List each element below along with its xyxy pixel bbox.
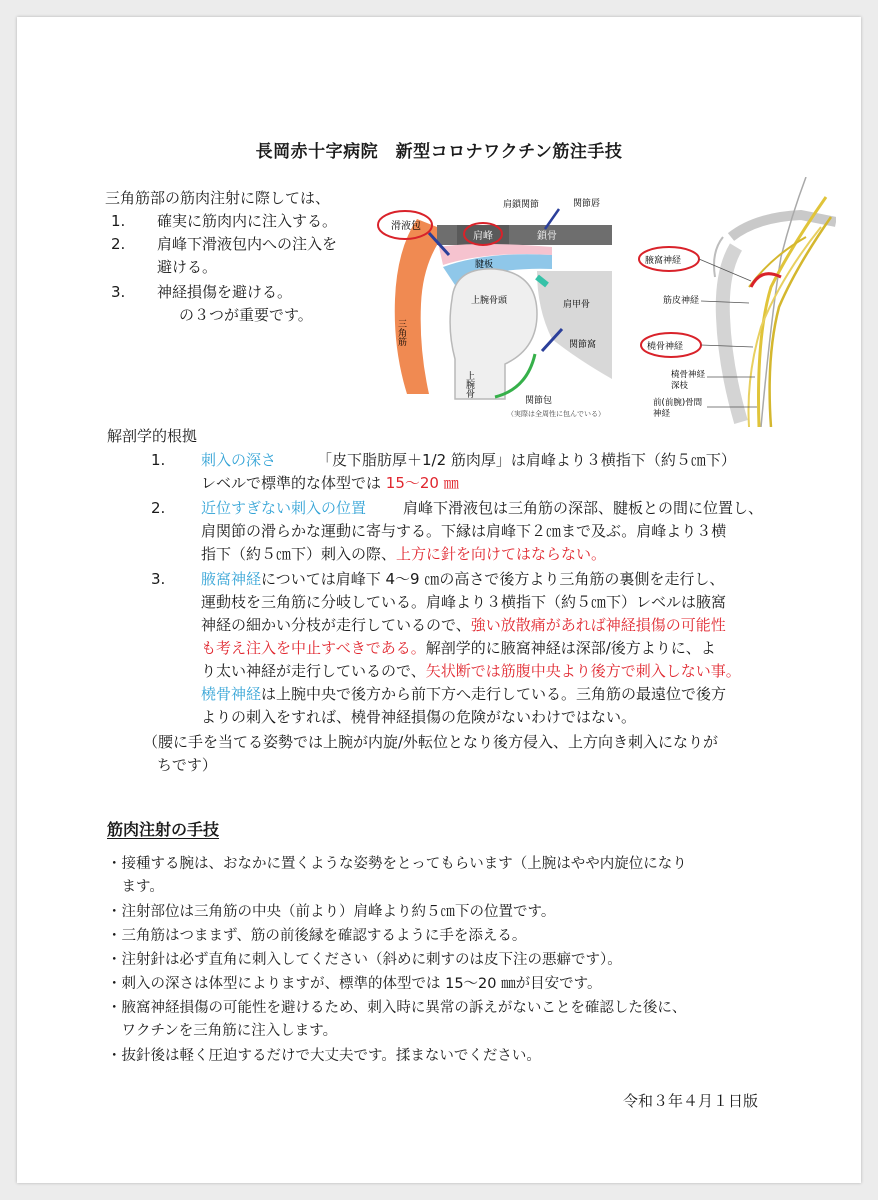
label-musculocutaneous: 筋皮神経 [663,296,700,306]
label-labrum: 関節唇 [573,199,601,209]
nerve-second [770,217,831,427]
anatomy-item-2-key: 近位すぎない刺入の位置 [201,499,367,517]
label-acromion: 肩峰 [473,231,493,242]
page-title: 長岡赤十字病院 新型コロナワクチン筋注手技 [255,142,623,162]
intro-item-2-text-cont: 避ける。 [157,258,218,276]
intro-lead: 三角筋部の筋肉注射に際しては、 [105,189,331,207]
intro-item-2-text: 肩峰下滑液包内への注入を [157,235,338,253]
anatomy-item-3-line5 [201,660,741,683]
item3-line6-text: は上腕中央で後方から前下方へ走行している。三角筋の最遠位で後方 [261,685,727,703]
anatomy-item-1-line2 [201,472,459,495]
label-scapula: 肩甲骨 [563,300,591,310]
technique-bullet-6: ・腋窩神経損傷の可能性を避けるため、刺入時に異常の訴えがないことを確認した後に、 [107,1000,687,1016]
anatomy-item-1-line1: 「皮下脂肪厚＋1/2 筋肉厚」は肩峰より３横指下（約５㎝下） [317,451,736,469]
technique-heading: 筋肉注射の手技 [107,820,220,839]
anatomy-item-3-num: 3. [151,570,166,588]
label-radial-deep-2: 深枝 [671,381,689,391]
anatomy-item-2-num: 2. [151,499,166,517]
technique-bullet-1: ・接種する腕は、おなかに置くような姿勢をとってもらいます（上腕はやや内旋位になり [107,856,687,872]
technique-bullet-3: ・三角筋はつままず、筋の前後縁を確認するように手を添える。 [107,928,527,944]
scapula-shape [537,271,612,379]
technique-bullet-1-cont: ます。 [107,879,164,895]
item3-line4-text: 解剖学的に腋窩神経は深部/後方よりに、よ [425,639,716,657]
depth-text: レベルで標準的な体型では [201,474,386,492]
technique-bullet-7: ・抜針後は軽く圧迫するだけで大丈夫です。揉まないでください。 [107,1048,541,1064]
item2-text: 指下（約５㎝下）刺入の際、 [201,545,397,563]
label-radial-deep: 橈骨神経 [671,370,706,380]
anatomy-item-2-line1: 肩峰下滑液包は三角筋の深部、腱板との間に位置し、 [403,499,764,517]
anatomy-item-3-line4 [201,637,716,660]
nerve-figure [631,177,836,427]
document-page [17,17,861,1183]
radial-nerve-key: 橈骨神経 [201,685,262,703]
item3-line3-warning: 強い放散痛があれば神経損傷の可能性 [470,616,726,634]
label-interosseous-2: 神経 [653,409,671,419]
intro-item-3-text: 神経損傷を避ける。 [157,283,293,301]
technique-bullet-6-cont: ワクチンを三角筋に注入します。 [107,1023,338,1039]
intro-item-1-text: 確実に筋肉内に注入する。 [157,212,338,230]
figure-left-note: （実際は全周性に包んでいる） [507,410,605,418]
label-humeral-head: 上腕骨頭 [471,296,508,306]
anatomy-heading: 解剖学的根拠 [107,427,198,445]
anatomy-item-2-line2: 肩関節の滑らかな運動に寄与する。下縁は肩峰下２㎝まで及ぶ。肩峰より３横 [201,522,727,540]
item3-line5-text: り太い神経が走行しているので、 [201,662,426,680]
label-capsule: 関節包 [525,396,553,406]
anatomy-item-3-line3 [201,614,726,637]
anatomy-item-2-line3 [201,543,606,566]
shoulder-section-figure [377,189,617,409]
label-deltoid: 三角筋 [396,319,406,346]
anatomy-item-3-line7: よりの刺入をすれば、橈骨神経損傷の危険がないわけではない。 [201,708,637,726]
intro-item-3-num: 3. [111,283,126,301]
technique-bullet-4: ・注射針は必ず直角に刺入してください（斜めに刺すのは皮下注の悪癖です）。 [107,952,622,968]
item3-line3-text: 神経の細かい分枝が走行しているので、 [201,616,471,634]
label-clavicle: 鎖骨 [537,231,557,242]
anatomy-item-3-line6 [201,683,726,706]
intro-item-2-num: 2. [111,235,126,253]
label-radial: 橈骨神経 [647,342,684,352]
anatomy-item-3-line2: 運動枝を三角筋に分岐している。肩峰より３横指下（約５㎝下）レベルは腋窩 [201,593,727,611]
label-axillary: 腋窩神経 [645,256,682,266]
label-ac-joint: 肩鎖関節 [503,200,540,210]
label-bursa: 滑液包 [391,221,421,232]
item3-line4-warning: も考え注入を中止すべきである。 [201,639,426,657]
anatomy-item-3-key: 腋窩神経 [201,570,262,588]
label-tendon: 腱板 [475,260,494,270]
anatomy-note-line1: （腰に手を当てる姿勢では上腕が内旋/外転位となり後方侵入、上方向き刺入になりが [143,733,719,751]
item2-warning: 上方に針を向けてはならない。 [396,545,607,563]
anatomy-item-1-num: 1. [151,451,166,469]
technique-bullet-5: ・刺入の深さは体型によりますが、標準的体型では 15～20 ㎜が目安です。 [107,976,602,992]
footer-date: 令和３年４月１日版 [623,1092,759,1110]
label-humerus: 上腕骨 [464,371,474,398]
anatomy-note-line2: ちです） [157,756,217,774]
anatomy-item-3-line1 [201,568,724,591]
anatomy-item-1-key: 刺入の深さ [201,451,277,469]
technique-bullet-2: ・注射部位は三角筋の中央（前より）肩峰より約５㎝下の位置です。 [107,904,556,920]
label-glenoid: 関節窩 [569,340,597,350]
intro-item-1-num: 1. [111,212,126,230]
depth-value: 15～20 ㎜ [385,474,459,492]
item3-line5-warning: 矢状断では筋腹中央より後方で刺入しない事。 [425,662,741,680]
item3-line1-text: については肩峰下 4～9 ㎝の高さで後方より三角筋の裏側を走行し、 [261,570,725,588]
label-interosseous: 前(前腕)骨間 [653,398,703,408]
intro-closing: の３つが重要です。 [179,306,313,324]
